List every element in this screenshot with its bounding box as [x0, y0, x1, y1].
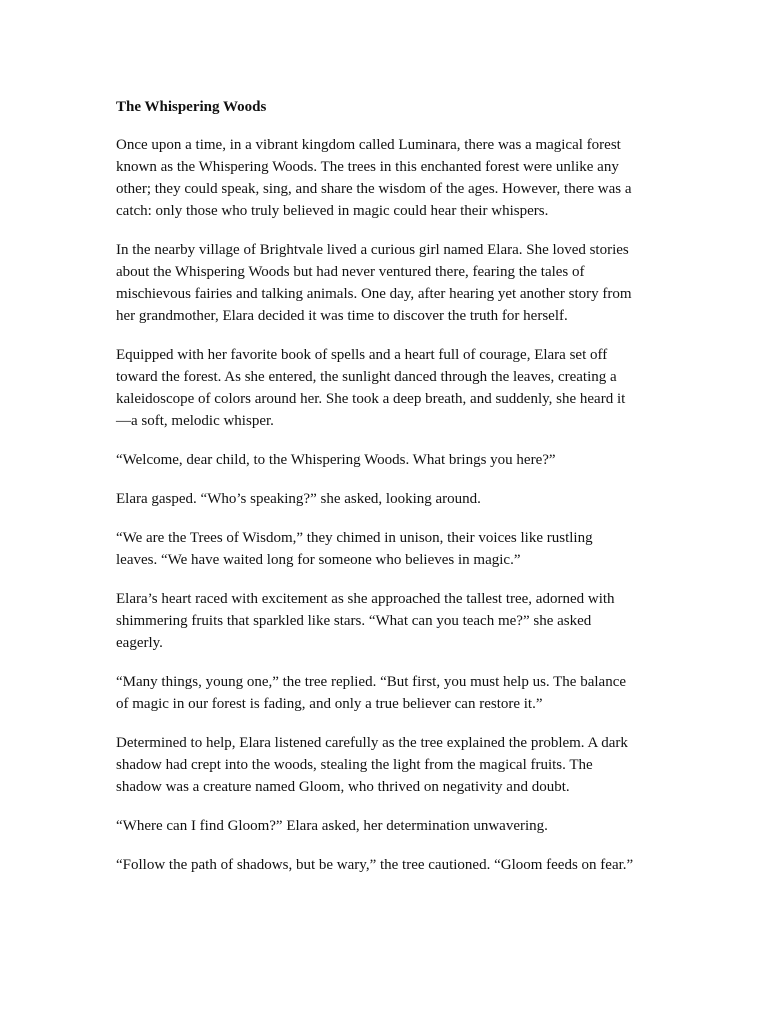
paragraph-4: “Welcome, dear child, to the Whispering Woods. What brings you here?” — [116, 452, 556, 468]
paragraph-3: Equipped with her favorite book of spells and a heart full of courage, Elara set off toward the forest. As she entered, the sunlight danced through the leaves, creating a kaleidoscope of colors around her. She took a deep breath, and suddenly, she heard it —a soft, melodic whisper. — [116, 347, 626, 429]
paragraph-10: “Where can I find Gloom?” Elara asked, her determination unwavering. — [116, 818, 548, 834]
document-title: The Whispering Woods — [116, 99, 267, 115]
paragraph-11: “Follow the path of shadows, but be wary,” the tree cautioned. “Gloom feeds on fear.” — [116, 857, 634, 873]
paragraph-1: Once upon a time, in a vibrant kingdom called Luminara, there was a magical forest known as the Whispering Woods. The trees in this enchanted forest were unlike any other; they could speak, sing, and share the wisdom of the ages. However, there was a catch: only those who truly believed in magic could hear their whispers. — [116, 137, 632, 219]
document-page — [116, 96, 656, 893]
paragraph-8: “Many things, young one,” the tree replied. “But first, you must help us. The balance of magic in our forest is fading, and only a true believer can restore it.” — [116, 674, 627, 712]
paragraph-7: Elara’s heart raced with excitement as she approached the tallest tree, adorned with shimmering fruits that sparkled like stars. “What can you teach me?” she asked eagerly. — [116, 591, 615, 651]
paragraph-6: “We are the Trees of Wisdom,” they chimed in unison, their voices like rustling leaves. “We have waited long for someone who believes in magic.” — [116, 530, 593, 568]
paragraph-2: In the nearby village of Brightvale lived a curious girl named Elara. She loved stories about the Whispering Woods but had never ventured there, fearing the tales of mischievous fairies and talking animals. One day, after hearing yet another story from her grandmother, Elara decided it was time to discover the truth for herself. — [116, 242, 632, 324]
paragraph-5: Elara gasped. “Who’s speaking?” she asked, looking around. — [116, 491, 481, 507]
paragraph-9: Determined to help, Elara listened carefully as the tree explained the problem. A dark shadow had crept into the woods, stealing the light from the magical fruits. The shadow was a creature named Gloom, who thrived on negativity and doubt. — [116, 735, 628, 795]
